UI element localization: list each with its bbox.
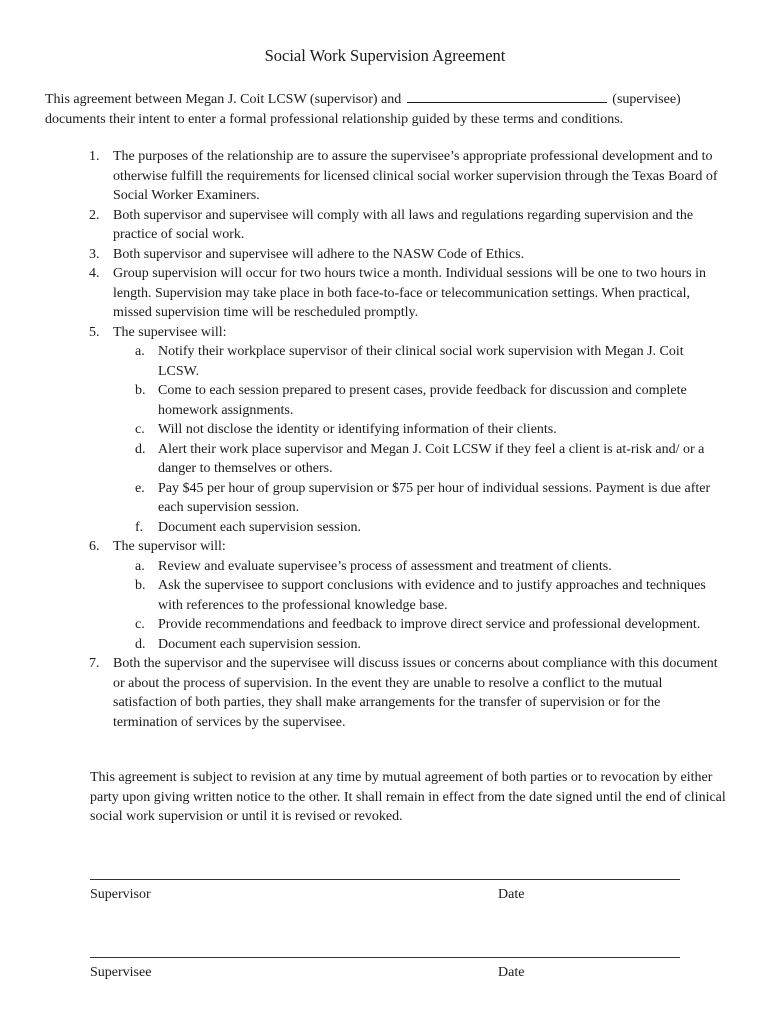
closing-paragraph: This agreement is subject to revision at any time by mutual agreement of both parties or to revocation by either party upon giving written notice to the other. It shall remain in effect from the date signed until the end of clinical social work supervision or until it is revised or revoked. <box>90 770 726 824</box>
subitem-text: Notify their workplace supervisor of their clinical social work supervision with Megan J. Coit LCSW. <box>158 344 684 379</box>
subitem-text: Document each supervision session. <box>158 519 361 535</box>
term-subitem <box>113 518 725 538</box>
subitem-letter: f. <box>135 519 144 535</box>
intro-supervisee-label: (supervisee) <box>612 92 681 107</box>
subitem-letter: c. <box>135 422 145 437</box>
supervisee-name-blank <box>407 89 607 103</box>
subitem-text: Provide recommendations and feedback to improve direct service and professional development. <box>158 617 701 632</box>
term-subitem <box>113 479 725 518</box>
term-text: The supervisor will: <box>113 539 226 554</box>
subitem-text: Pay $45 per hour of group supervision or $75 per hour of individual sessions. Payment is due after each supervision session. <box>158 480 711 515</box>
term-item <box>0 323 725 538</box>
term-subitem <box>113 381 725 420</box>
term-number: 6. <box>89 539 100 554</box>
subitem-text: Alert their work place supervisor and Megan J. Coit LCSW if they feel a client is at-risk and/ or a danger to themselves or others. <box>158 441 705 476</box>
subitem-text: Will not disclose the identity or identifying information of their clients. <box>158 422 557 437</box>
term-subitem <box>113 420 725 440</box>
subitem-text: Document each supervision session. <box>158 636 361 652</box>
subitem-letter: b. <box>135 578 146 593</box>
term-item <box>0 206 725 245</box>
term-subitem <box>113 635 725 655</box>
term-number: 2. <box>89 207 100 223</box>
term-subitem <box>113 342 725 381</box>
term-item <box>0 654 725 732</box>
subitem-text: Come to each session prepared to present cases, provide feedback for discussion and complete homework assignments. <box>158 383 687 418</box>
term-subitem <box>113 557 725 577</box>
term-text: The supervisee will: <box>113 324 227 340</box>
subitem-letter: c. <box>135 617 145 632</box>
intro-text-start: This agreement between Megan J. Coit LCSW (supervisor) and <box>45 92 402 107</box>
subitem-text: Ask the supervisee to support conclusions with evidence and to justify approaches and techniques with references to the professional knowledge base. <box>158 578 706 613</box>
term-subitem <box>113 576 725 615</box>
term-item <box>0 537 725 654</box>
term-item <box>0 147 725 206</box>
subitem-letter: d. <box>135 636 146 652</box>
supervisee-label: Supervisee <box>90 965 152 980</box>
term-text: Both supervisor and supervisee will adhere to the NASW Code of Ethics. <box>113 246 525 262</box>
subitem-letter: d. <box>135 441 146 457</box>
term-text: The purposes of the relationship are to assure the supervisee’s appropriate professional development and to otherwise fulfill the requirements for licensed clinical social worker supervision through the Texas Board of Social Worker Examiners. <box>113 149 718 203</box>
supervisee-signature-line <box>90 957 680 958</box>
term-text: Group supervision will occur for two hours twice a month. Individual sessions will be one to two hours in length. Supervision may take place in both face-to-face or telecommunication settings. When practical, missed supervision time will be rescheduled promptly. <box>113 266 706 320</box>
supervisor-signature-line <box>90 879 680 880</box>
term-item <box>0 245 725 265</box>
intro-text-end: documents their intent to enter a formal professional relationship guided by these terms and conditions. <box>45 111 624 127</box>
subitem-letter: a. <box>135 558 145 574</box>
term-number: 1. <box>89 149 100 164</box>
supervisor-label: Supervisor <box>90 887 151 902</box>
term-item <box>0 264 725 323</box>
term-number: 7. <box>89 656 100 671</box>
supervisee-date-label: Date <box>498 965 525 980</box>
subitem-letter: e. <box>135 480 145 496</box>
term-number: 4. <box>89 266 100 281</box>
supervisor-date-label: Date <box>498 887 525 902</box>
term-number: 5. <box>89 324 100 340</box>
document-title: Social Work Supervision Agreement <box>264 46 506 65</box>
term-number: 3. <box>89 246 100 262</box>
term-subitem <box>113 440 725 479</box>
term-subitem <box>113 615 725 635</box>
terms-list <box>0 147 770 732</box>
subitem-letter: b. <box>135 383 146 398</box>
term-text: Both supervisor and supervisee will comply with all laws and regulations regarding supervision and the practice of social work. <box>113 207 694 242</box>
subitem-letter: a. <box>135 344 145 359</box>
subitem-text: Review and evaluate supervisee’s process of assessment and treatment of clients. <box>158 558 612 574</box>
term-text: Both the supervisor and the supervisee will discuss issues or concerns about compliance with this document or about the process of supervision. In the event they are unable to resolve a conflict to the mutual satisfaction of both parties, they shall make arrangements for the transfer of supervision or for the termination of services by the supervisee. <box>113 656 718 730</box>
intro-paragraph <box>45 89 735 129</box>
